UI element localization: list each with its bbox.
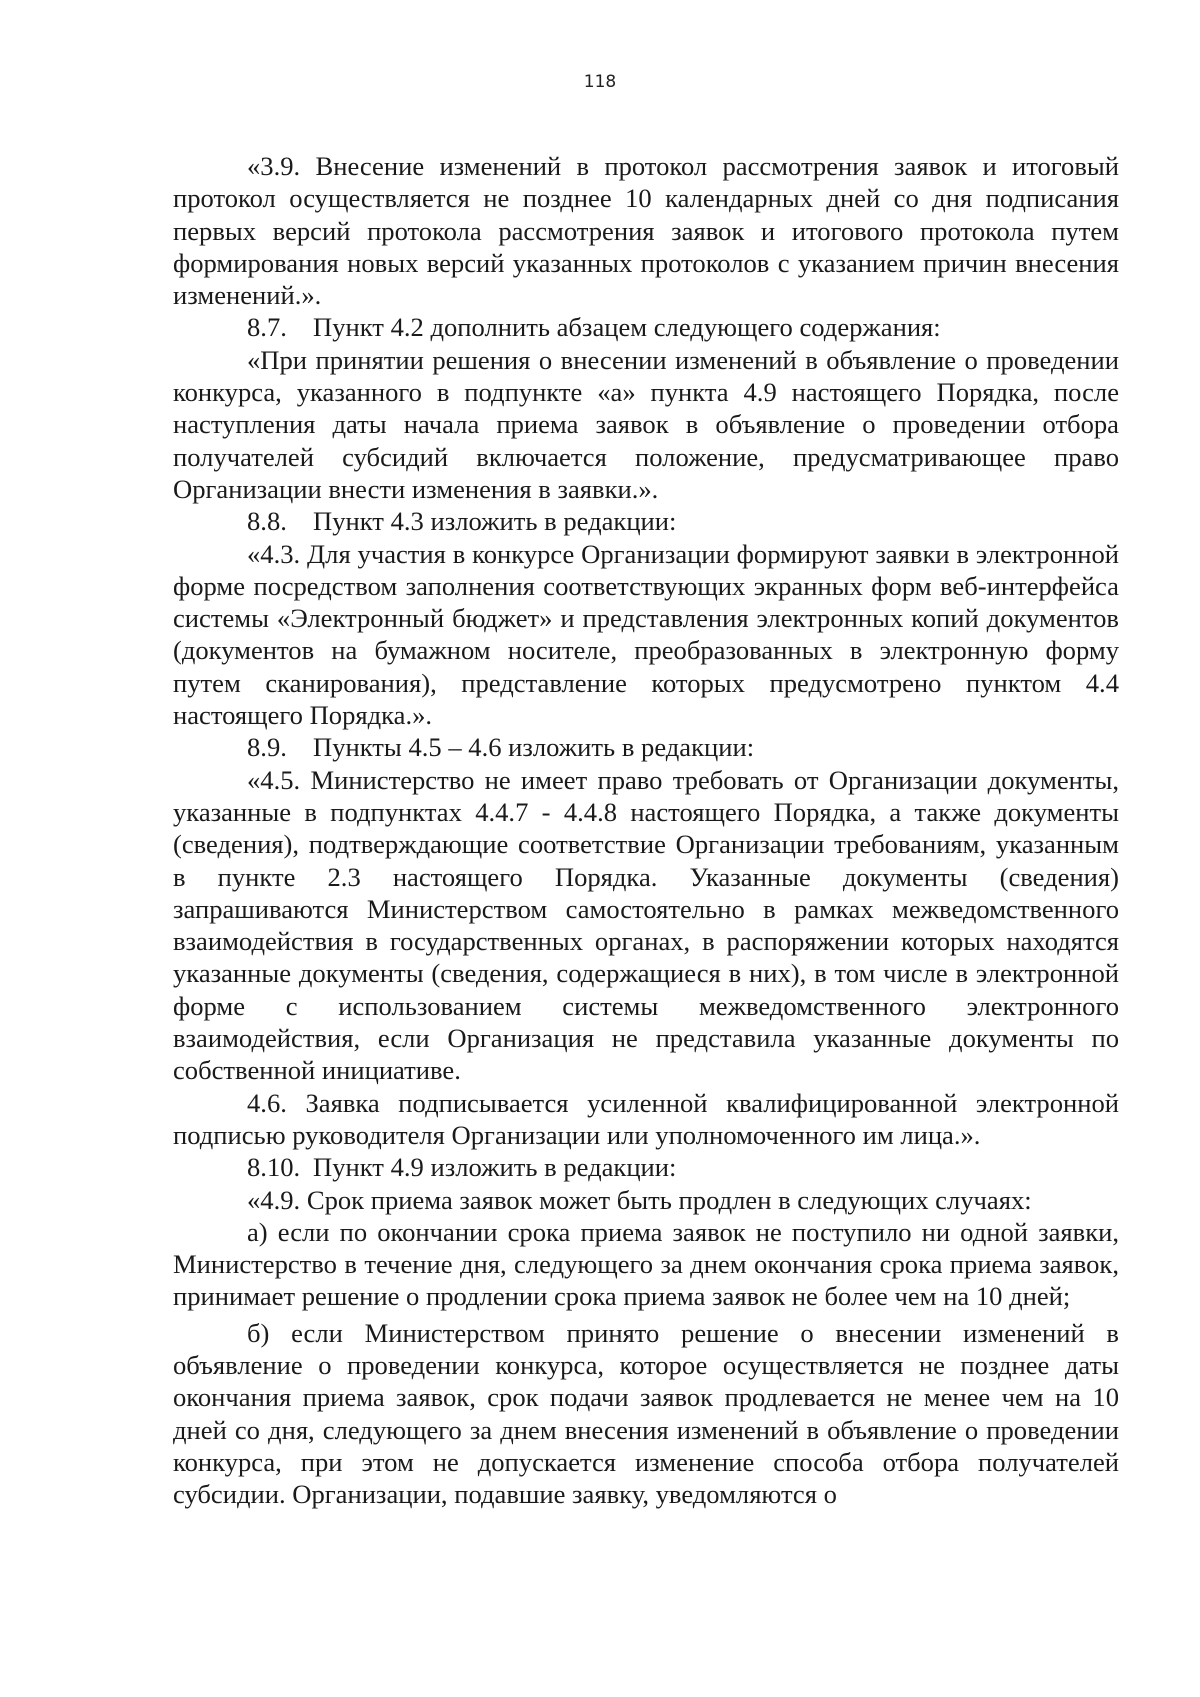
paragraph-8-9	[173, 731, 1119, 763]
paragraph-4-9-b: б) если Министерством принято решение о внесении изменений в объявление о проведении конкурса, которое осуществляется не позднее даты окончания приема заявок, срок подачи заявок продлевается не менее чем на 10 дней со дня, следующего за днем внесения изменений в объявление о проведении конкурса, при этом не допускается изменение способа отбора получателей субсидии. Организации, подавшие заявку, уведомляются о	[173, 1317, 1119, 1510]
paragraph-8-10	[173, 1151, 1119, 1183]
clause-number: 8.9.	[247, 732, 287, 763]
clause-number: 8.8.	[247, 506, 287, 537]
paragraph-8-7	[173, 311, 1119, 343]
paragraph-text: Пункт 4.9 изложить в редакции:	[313, 1152, 677, 1183]
paragraph-4-9-a: а) если по окончании срока приема заявок не поступило ни одной заявки, Министерство в течение дня, следующего за днем окончания срока приема заявок, принимает решение о продлении срока приема заявок не более чем на 10 дней;	[173, 1216, 1119, 1312]
paragraph-4-5: «4.5. Министерство не имеет право требовать от Организации документы, указанные в подпунктах 4.4.7 - 4.4.8 настоящего Порядка, а также документы (сведения), подтверждающие соответствие Организации требованиям, указанным в пункте 2.3 настоящего Порядка. Указанные документы (сведения) запрашиваются Министерством самостоятельно в рамках межведомственного взаимодействия в государственных органах, в распоряжении которых находятся указанные документы (сведения, содержащиеся в них), в том числе в электронной форме с использованием системы межведомственного электронного взаимодействия, если Организация не представила указанные документы по собственной инициативе.	[173, 764, 1119, 1086]
paragraph-amendment-4-2: «При принятии решения о внесении изменений в объявление о проведении конкурса, указанного в подпункте «а» пункта 4.9 настоящего Порядка, после наступления даты начала приема заявок в объявление о проведении отбора получателей субсидий включается положение, предусматривающее право Организации внести изменения в заявки.».	[173, 344, 1119, 504]
paragraph-3-9: «3.9. Внесение изменений в протокол рассмотрения заявок и итоговый протокол осуществляется не позднее 10 календарных дней со дня подписания первых версий протокола рассмотрения заявок и итогового протокола путем формирования новых версий указанных протоколов с указанием причин внесения изменений.».	[173, 151, 1119, 311]
paragraph-4-9: «4.9. Срок приема заявок может быть продлен в следующих случаях:	[247, 1184, 1032, 1215]
clause-number: 8.7.	[247, 312, 287, 343]
paragraph-8-8	[173, 505, 1119, 537]
paragraph-text: Пункт 4.2 дополнить абзацем следующего содержания:	[313, 312, 941, 343]
paragraph-text: Пункты 4.5 – 4.6 изложить в редакции:	[313, 732, 755, 763]
page-number: 118	[583, 72, 617, 92]
paragraph-4-6: 4.6. Заявка подписывается усиленной квалифицированной электронной подписью руководителя Организации или уполномоченного им лица.».	[173, 1087, 1119, 1150]
clause-number: 8.10.	[247, 1152, 301, 1183]
paragraph-text: Пункт 4.3 изложить в редакции:	[313, 506, 677, 537]
paragraph-4-3: «4.3. Для участия в конкурсе Организации формируют заявки в электронной форме посредством заполнения соответствующих экранных форм веб-интерфейса системы «Электронный бюджет» и представления электронных копий документов (документов на бумажном носителе, преобразованных в электронную форму путем сканирования), представление которых предусмотрено пунктом 4.4 настоящего Порядка.».	[173, 538, 1119, 731]
document-body	[173, 150, 1119, 1510]
